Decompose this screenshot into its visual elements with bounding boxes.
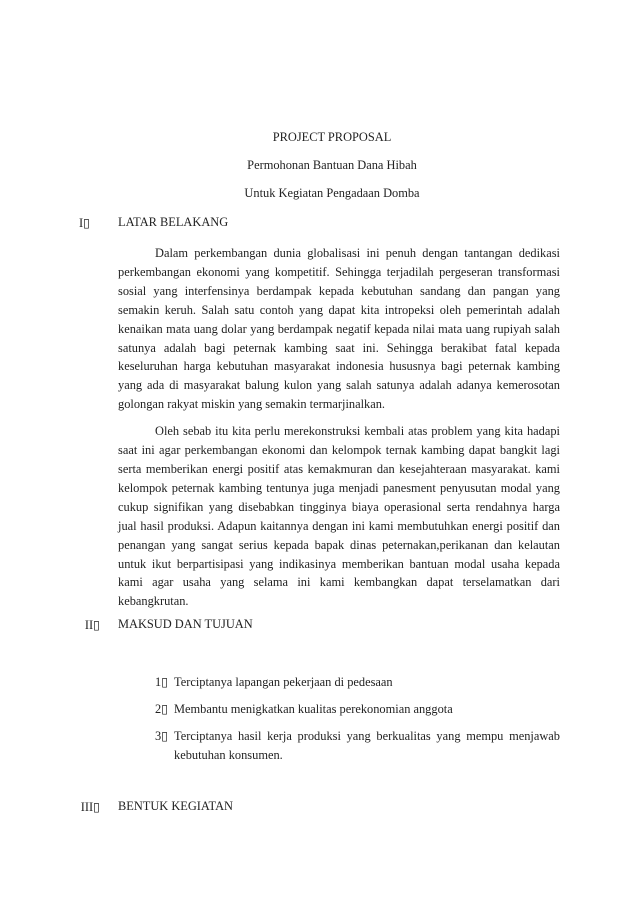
section-number-1: I▯ [79, 216, 90, 230]
section-1-body [118, 244, 560, 611]
proposal-subtitle-2: Untuk Kegiatan Pengadaan Domba [244, 186, 420, 200]
proposal-subtitle-1: Permohonan Bantuan Dana Hibah [247, 158, 417, 172]
list-item: 2▯ Membantu menigkatkan kualitas perekonomian anggota [155, 702, 453, 716]
section-number-3: III▯ [80, 800, 100, 814]
section-title-2: MAKSUD DAN TUJUAN [118, 617, 253, 631]
list-item: 1▯ Terciptanya lapangan pekerjaan di pedesaan [155, 675, 393, 689]
section-number-2: II▯ [84, 618, 100, 632]
list-item: 3▯ Terciptanya hasil kerja produksi yang berkualitas yang mempu menjawab kebutuhan konsumen. [155, 729, 560, 762]
section-title-3: BENTUK KEGIATAN [118, 799, 233, 813]
section-title-1: LATAR BELAKANG [118, 215, 229, 229]
paragraph: Dalam perkembangan dunia globalisasi ini penuh dengan tantangan dedikasi perkembangan ekonomi yang kompetitif. Sehingga terjadilah pergeseran transformasi sosial yang interfensinya berdampak kepada kebutuhan sandang dan pangan yang semakin keruh. Salah satu contoh yang dapat kita intropeksi oleh pemerintah adalah kenaikan mata uang dolar yang berdampak negatif kepada nilai mata uang rupiyah salah satunya adalah bagi peternak kambing saat ini. Sehingga berakibat fatal kepada keseluruhan harga kebutuhan masyarakat indonesia hususnya bagi peternak kambing yang ada di masyarakat balung kulon yang salah satunya adalah adanya kemerosotan golongan rakyat miskin yang semakin termarjinalkan. [118, 246, 560, 412]
proposal-title: PROJECT PROPOSAL [272, 130, 392, 144]
paragraph: Oleh sebab itu kita perlu merekonstruksi kembali atas problem yang kita hadapi saat ini agar perkembangan ekonomi dan kelompok ternak kambing dapat bangkit lagi serta memberikan energi positif atas kemakmuran dan kesejahteraan masyarakat. kami kelompok peternak kambing tentunya juga menjadi panesment penyusutan modal yang cukup signifikan yang disebabkan tingginya biaya operasional serta rendahnya harga jual hasil produksi. Adapun kaitannya dengan ini kami membutuhkan energi positif dan penangan yang sangat serius kepada bapak dinas peternakan,perikanan dan kelautan untuk ikut berpartisipasi yang indikasinya memberikan bantuan modal usaha kepada kami agar usaha yang selama ini kami kembangkan dapat terselamatkan dari kebangkrutan. [118, 424, 560, 609]
